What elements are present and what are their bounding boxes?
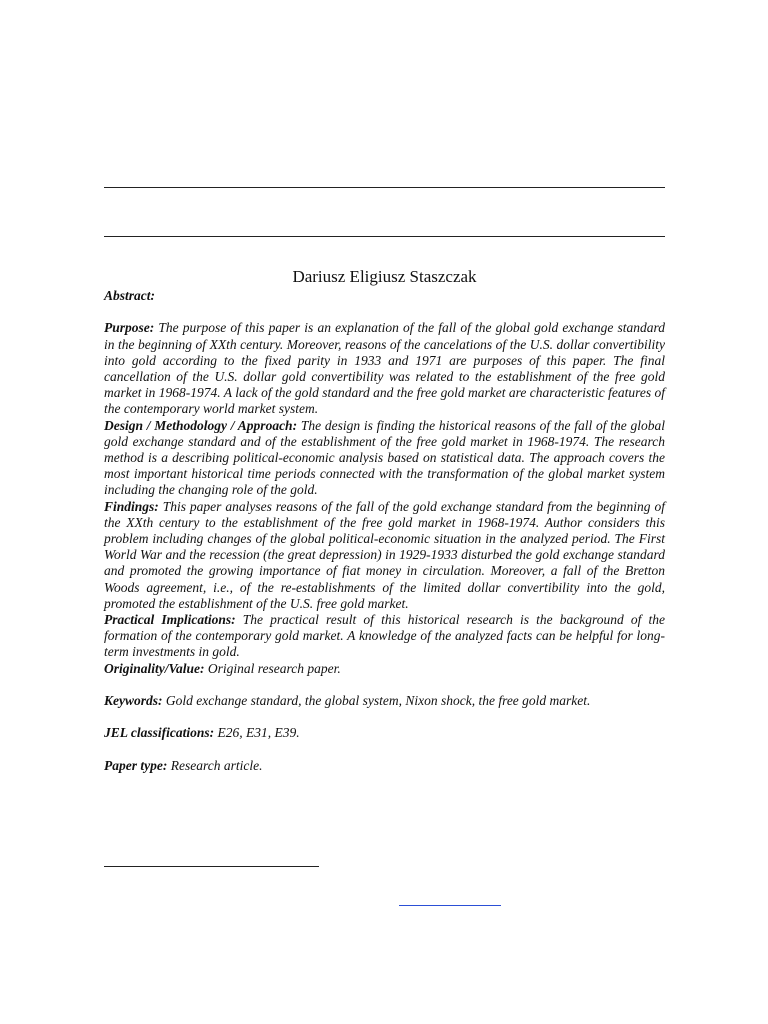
findings-label: Findings: (104, 498, 159, 514)
author-name: Dariusz Eligiusz Staszczak (292, 267, 477, 286)
purpose-paragraph (104, 320, 665, 417)
abstract-heading: Abstract: (104, 288, 156, 303)
practical-paragraph (104, 612, 665, 661)
jel-label: JEL classifications: (104, 725, 215, 741)
design-text: The design is finding the historical reasons of the fall of the global gold exchange standard and of the establishment of the free gold market in 1968-1974. The research method is a describing political-economic analysis based on statistical data. The approach covers the most important historical time periods connected with the transformation of the global market system including the changing role of the gold. (104, 417, 665, 498)
findings-paragraph (104, 499, 665, 612)
title-rule-top (104, 187, 665, 188)
originality-text: Original research paper. (204, 660, 341, 676)
design-paragraph (104, 418, 665, 499)
footnote-separator (104, 866, 319, 867)
originality-label: Originality/Value: (104, 660, 205, 676)
keywords-paragraph (104, 693, 665, 709)
paper-type-label: Paper type: (104, 757, 168, 773)
keywords-text: Gold exchange standard, the global system, Nixon shock, the free gold market. (162, 693, 591, 709)
design-label: Design / Methodology / Approach: (104, 417, 298, 433)
paper-type-text: Research article. (167, 757, 263, 773)
findings-text: This paper analyses reasons of the fall of the gold exchange standard from the beginning of the XXth century to the establishment of the free gold market in 1968-1974. Author considers this problem including changes of the global political-economic situation in the analyzed period. The First World War and the recession (the great depression) in 1929-1933 disturbed the gold exchange standard and promoted the growing importance of fiat money in circulation. Moreover, a fall of the Bretton Woods agreement, i.e., of the re-establishments of the limited dollar convertibility into the gold, promoted the establishment of the U.S. free gold market. (104, 498, 665, 611)
title-rule-bottom (104, 236, 665, 237)
keywords-label: Keywords: (104, 693, 163, 709)
paper-type-paragraph (104, 758, 665, 774)
practical-text: The practical result of this historical research is the background of the formation of the contemporary gold market. A knowledge of the analyzed facts can be helpful for long-term investments in gold. (104, 612, 665, 660)
jel-paragraph (104, 725, 665, 741)
abstract-heading-line (104, 288, 665, 304)
footnote-link-underline[interactable] (399, 905, 501, 906)
purpose-label: Purpose: (104, 320, 155, 336)
purpose-text: The purpose of this paper is an explanation of the fall of the global gold exchange standard in the beginning of XXth century. Moreover, reasons of the cancelations of the U.S. dollar convertibility into gold according to the fixed parity in 1933 and 1971 are purposes of this paper. The final cancellation of the U.S. dollar gold convertibility was related to the establishment of the free gold market in 1968-1974. A lack of the gold standard and the free gold market are characteristic features of the contemporary world market system. (104, 320, 665, 417)
originality-paragraph (104, 661, 665, 677)
jel-text: E26, E31, E39. (214, 725, 300, 741)
abstract-body (104, 288, 665, 774)
practical-label: Practical Implications: (104, 612, 236, 628)
